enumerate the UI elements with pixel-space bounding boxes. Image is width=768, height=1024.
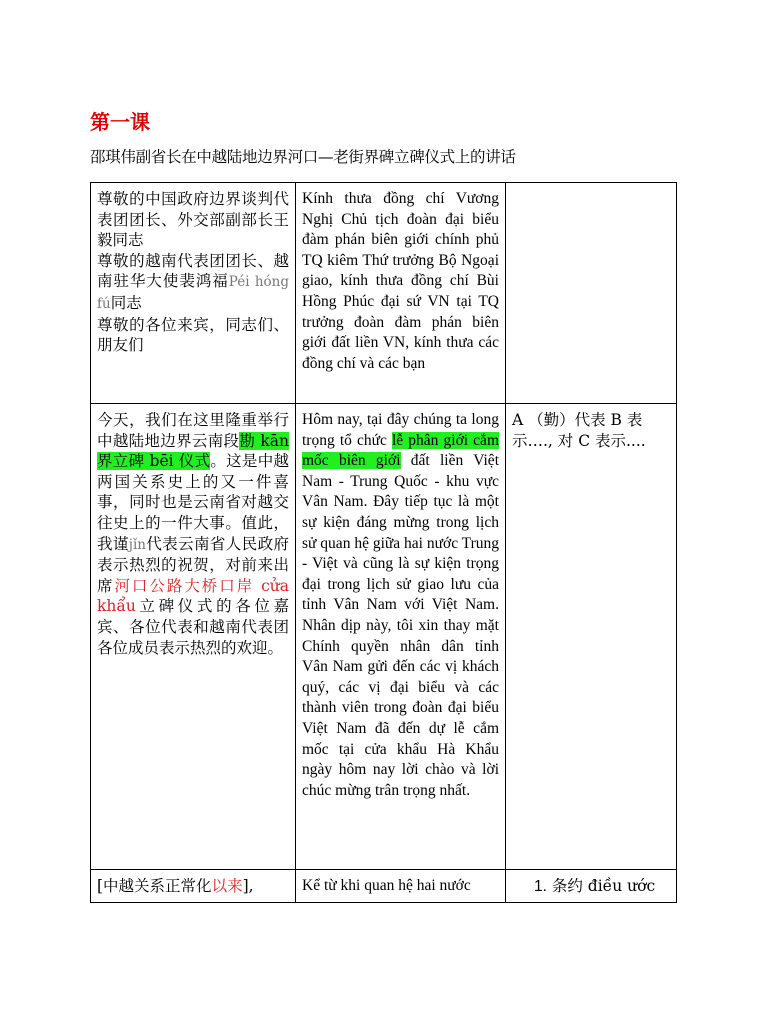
notes-cell: A （勤）代表 B 表示…., 对 C 表示....	[506, 404, 677, 870]
note-text: 条约 điều ước	[551, 877, 656, 895]
red-term: 河口公路大桥口岸 cửa khẩu	[97, 576, 289, 616]
greeting-text: 尊敬的越南代表团团长、越南驻华大使裴鸿福	[97, 251, 289, 291]
greeting-line	[97, 251, 289, 315]
red-term: 以来	[211, 877, 243, 895]
notes-cell	[506, 870, 677, 903]
speech-title: 邵琪伟副省长在中越陆地边界河口—老街界碑立碑仪式上的讲话	[90, 148, 516, 166]
table-row	[91, 870, 677, 903]
paragraph-text: ],	[242, 877, 254, 895]
pinyin-annotation: Péi hóng fú	[97, 274, 289, 312]
vietnamese-cell	[296, 404, 506, 870]
table-row	[91, 183, 677, 404]
greeting-line: 尊敬的各位来宾，同志们、朋友们	[97, 315, 289, 355]
chinese-cell	[91, 404, 296, 870]
translation-table	[90, 182, 677, 903]
lesson-title: 第一课	[90, 110, 150, 134]
paragraph-text: 代表云南省人民政府表示热烈的祝贺，对前来出席	[97, 534, 289, 595]
paragraph-text: [中越关系正常化	[97, 877, 212, 895]
chinese-cell	[91, 870, 296, 903]
paragraph-text: 。这是中越 两国关系史上的又一件喜事，同时也是云南省对越交往史上的一件大事。值此，我谨	[97, 452, 289, 553]
paragraph-text: đất liền Việt Nam - Trung Quốc - khu vực Vân Nam. Đây tiếp tục là một sự kiện đáng mừng trong lịch sử quan hệ giữa hai nước Trung - Việt và cũng là sự kiện trọng đại trong lịch sử giao lưu của tỉnh Vân Nam với Việt Nam. Nhân dịp này, tôi xin thay mặt Chính quyền nhân dân tỉnh Vân Nam gửi đến các vị khách quý, các vị đại biểu và các thành viên trong đoàn đại biểu Việt Nam đã đến dự lễ cắm mốc tại cửa khẩu Hà Khẩu ngày hôm nay lời chào và lời chúc mừng trân trọng nhất.	[302, 452, 499, 799]
table-row	[91, 404, 677, 870]
highlighted-term: lễ phân giới cắm mốc biên giới	[302, 431, 499, 470]
vietnamese-cell: Kính thưa đồng chí Vương Nghị Chủ tịch đoàn đại biểu đàm phán biên giới chính phủ TQ kiêm Thứ trưởng Bộ Ngoại giao, kính thưa đồng chí Bùi Hồng Phúc đại sứ VN tại TQ trưởng đoàn đàm phán biên giới đất liền VN, kính thưa các đồng chí và các bạn	[296, 183, 506, 404]
paragraph-text: 立碑仪式的各位嘉宾、各位代表和越南代表团各位成员表示热烈的欢迎。	[97, 597, 289, 657]
notes-cell	[506, 183, 677, 404]
highlighted-term: 勘 kān 界立碑 bēi 仪式	[97, 431, 289, 471]
vietnamese-cell: Kể từ khi quan hệ hai nước	[296, 870, 506, 903]
chinese-cell	[91, 183, 296, 404]
paragraph-text: Hôm nay, tại đây chúng ta long trọng tổ chức	[302, 411, 499, 449]
greeting-text: 同志	[110, 293, 142, 312]
list-number: 1.	[534, 878, 547, 895]
pinyin-annotation: jǐn	[128, 536, 146, 553]
greeting-line: 尊敬的中国政府边界谈判代表团团长、外交部副部长王毅同志	[97, 190, 289, 250]
paragraph-text: 今天，我们在这里隆重举行中越陆地边界云南段	[97, 411, 289, 450]
